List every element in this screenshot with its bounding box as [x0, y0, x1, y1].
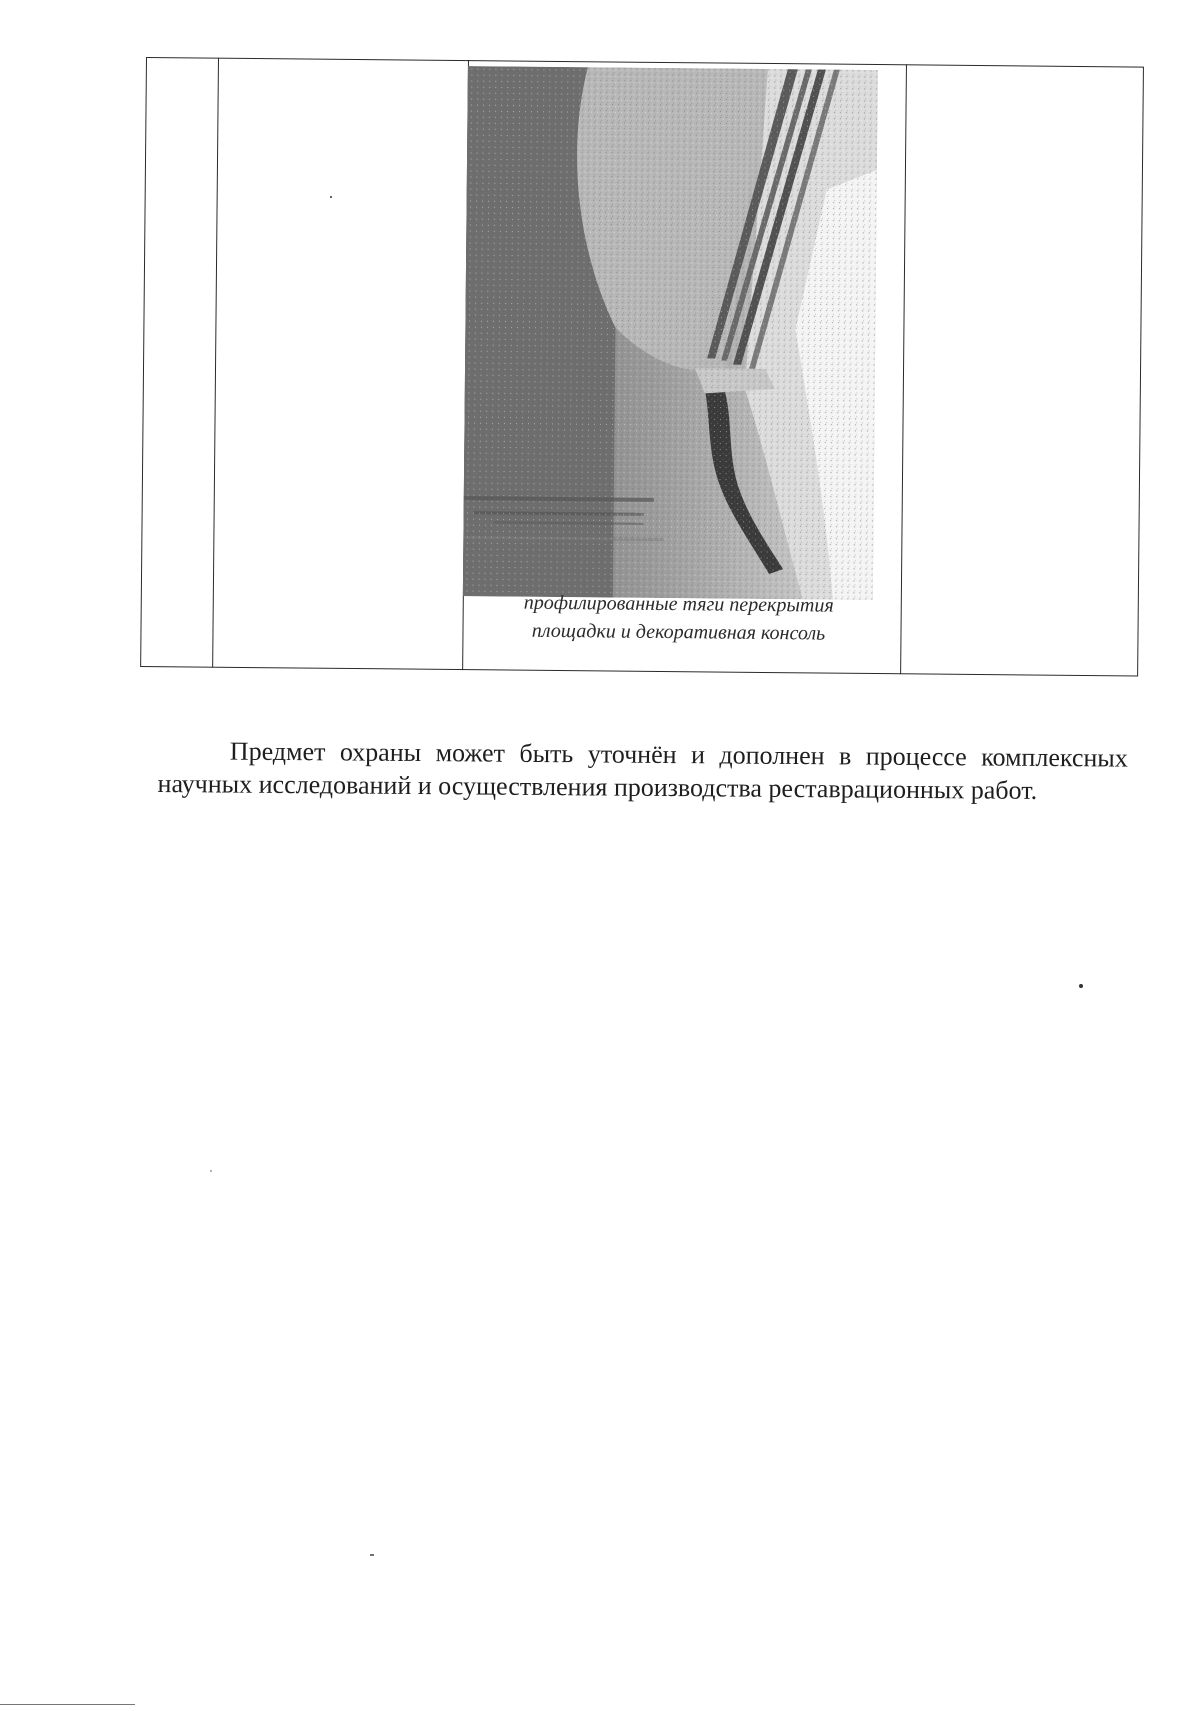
- scan-speck: [330, 196, 332, 198]
- scan-edge-line: [0, 1704, 135, 1705]
- heritage-table: [140, 57, 1144, 690]
- caption-line-2: площадки и декоративная консоль: [531, 619, 826, 645]
- scan-speck: [210, 1170, 212, 1172]
- protection-note-paragraph: Предмет охраны может быть уточнён и дополнен в процессе комплексных научных исследований и осуществления производства реставрационных работ.: [157, 736, 1128, 805]
- photo-caption: [458, 588, 899, 648]
- caption-line-1: профилированные тяги перекрытия: [523, 591, 834, 617]
- table-photo: [463, 66, 878, 600]
- ceiling-molding-photo: [463, 66, 878, 600]
- scan-speck: [370, 1554, 374, 1556]
- scan-speck: [1079, 984, 1083, 988]
